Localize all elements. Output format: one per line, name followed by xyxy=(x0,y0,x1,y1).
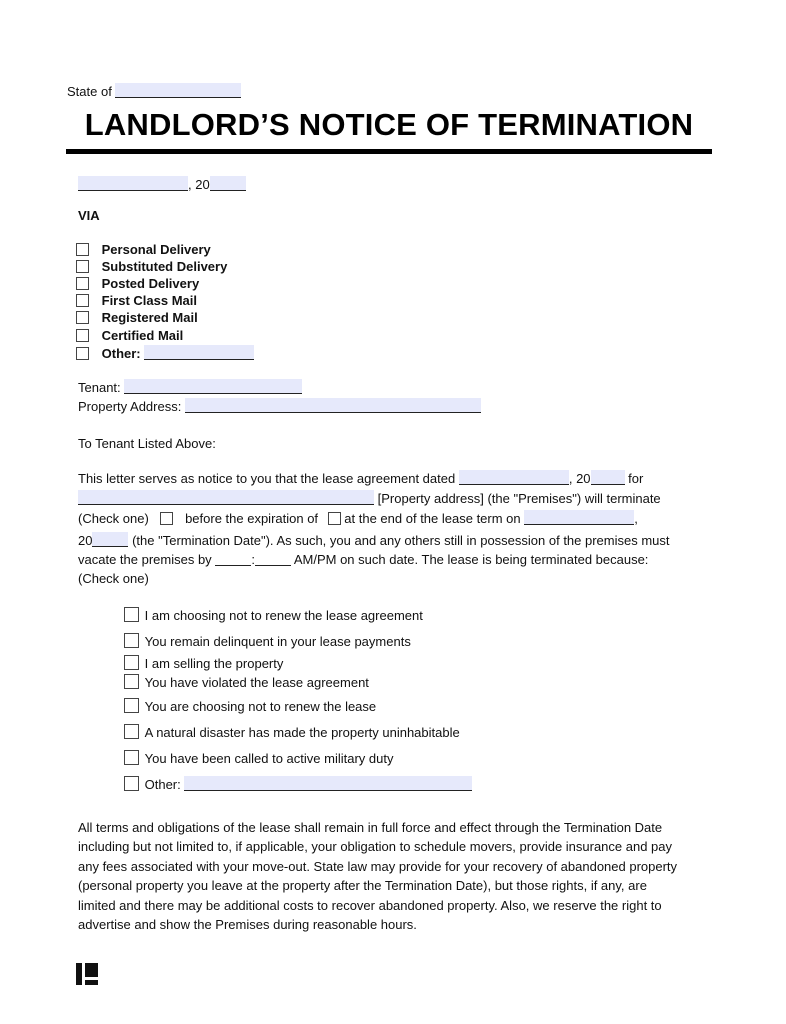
via-option-label: Other: xyxy=(101,346,141,361)
reason-option xyxy=(124,776,472,792)
reason-label: I am choosing not to renew the lease agreement xyxy=(144,608,423,623)
body-line xyxy=(78,470,643,486)
body-line: (Check one) xyxy=(78,571,149,586)
checkbox-not-renewing[interactable] xyxy=(124,607,139,622)
tenant-line xyxy=(78,379,302,395)
body-line xyxy=(78,532,670,548)
property-address-label: Property Address: xyxy=(78,399,182,414)
body-text: This letter serves as notice to you that the lease agreement dated xyxy=(78,471,456,486)
checkbox-posted-delivery[interactable] xyxy=(76,277,89,290)
body-text: (the "Termination Date"). As such, you and any others still in possession of the premises must xyxy=(132,533,670,548)
title-divider xyxy=(66,149,712,154)
body-text: , xyxy=(634,511,638,526)
reason-label: You have been called to active military duty xyxy=(144,751,394,766)
date-line xyxy=(78,176,246,192)
closing-line: any fees associated with your move-out. State law may provide for your recovery of abandoned property xyxy=(78,858,678,874)
via-option xyxy=(76,328,183,343)
property-address-field[interactable] xyxy=(185,398,481,413)
reason-label: You have violated the lease agreement xyxy=(144,675,369,690)
closing-line: including but not limited to, if applicable, your obligation to schedule movers, provide insurance and pay xyxy=(78,839,673,855)
reason-option xyxy=(124,607,423,623)
reason-option xyxy=(124,698,376,714)
via-option xyxy=(76,259,227,274)
via-option-label: Substituted Delivery xyxy=(101,259,228,274)
via-option-label: Registered Mail xyxy=(101,310,198,325)
body-text: before the expiration of xyxy=(185,511,319,526)
checkbox-tenant-not-renewing[interactable] xyxy=(124,698,139,713)
body-text: 20 xyxy=(78,533,93,548)
reason-option xyxy=(124,750,393,766)
property-address-line xyxy=(78,398,481,414)
state-line xyxy=(67,83,241,99)
state-label: State of xyxy=(67,84,112,99)
via-option xyxy=(76,345,254,361)
salutation: To Tenant Listed Above: xyxy=(78,436,216,451)
via-option-label: Posted Delivery xyxy=(101,276,200,291)
other-delivery-field[interactable] xyxy=(144,345,254,360)
body-text: at the end of the lease term on xyxy=(344,511,521,526)
via-option xyxy=(76,242,211,257)
date-year-field[interactable] xyxy=(210,176,246,191)
checkbox-personal-delivery[interactable] xyxy=(76,243,89,256)
via-option xyxy=(76,276,199,291)
premises-address-field[interactable] xyxy=(78,490,374,505)
body-text: AM/PM on such date. The lease is being terminated because: xyxy=(293,552,649,567)
body-text: : xyxy=(251,552,255,567)
via-label: VIA xyxy=(78,208,100,223)
via-option-label: Certified Mail xyxy=(101,328,184,343)
reason-label: You remain delinquent in your lease payments xyxy=(144,634,411,649)
checkbox-delinquent-payments[interactable] xyxy=(124,633,139,648)
checkbox-end-of-term[interactable] xyxy=(328,512,341,525)
checkbox-first-class-mail[interactable] xyxy=(76,294,89,307)
checkbox-natural-disaster[interactable] xyxy=(124,724,139,739)
reason-option xyxy=(124,674,369,690)
checkbox-before-expiration[interactable] xyxy=(160,512,173,525)
body-text: , 20 xyxy=(568,471,591,486)
termination-year-field[interactable] xyxy=(92,532,128,547)
tenant-label: Tenant: xyxy=(78,380,121,395)
closing-paragraph xyxy=(78,818,677,934)
closing-line: All terms and obligations of the lease shall remain in full force and effect through the Termination Date xyxy=(78,820,663,835)
checkbox-registered-mail[interactable] xyxy=(76,311,89,324)
reason-label: A natural disaster has made the property uninhabitable xyxy=(144,725,460,740)
page-title: LANDLORD’S NOTICE OF TERMINATION xyxy=(84,107,694,142)
body-text: [Property address] (the "Premises") will terminate xyxy=(377,491,661,506)
reason-option xyxy=(124,633,411,649)
via-option-label: First Class Mail xyxy=(101,293,197,308)
via-option xyxy=(76,310,198,325)
checkbox-selling-property[interactable] xyxy=(124,655,139,670)
closing-line: (personal property you leave at the property after the Termination Date), but those rights, if any, are xyxy=(78,878,647,894)
body-text: for xyxy=(628,471,644,486)
body-text: (Check one) xyxy=(78,511,149,526)
tenant-field[interactable] xyxy=(124,379,302,394)
checkbox-violated-lease[interactable] xyxy=(124,674,139,689)
body-text: vacate the premises by xyxy=(78,552,212,567)
body-line xyxy=(78,490,661,506)
vacate-minute-field[interactable] xyxy=(255,551,291,566)
reason-label: Other: xyxy=(144,777,181,792)
reason-option xyxy=(124,655,283,671)
lease-date-field[interactable] xyxy=(459,470,569,485)
checkbox-other-reason[interactable] xyxy=(124,776,139,791)
other-reason-field[interactable] xyxy=(184,776,472,791)
legal-templates-logo-icon xyxy=(76,963,98,988)
closing-line: advertise and show the Premises during reasonable hours. xyxy=(78,917,417,933)
body-line xyxy=(78,551,648,567)
checkbox-military-duty[interactable] xyxy=(124,750,139,765)
body-line xyxy=(78,510,638,526)
lease-year-field[interactable] xyxy=(591,470,625,485)
state-field[interactable] xyxy=(115,83,241,98)
termination-date-field[interactable] xyxy=(524,510,634,525)
reason-label: You are choosing not to renew the lease xyxy=(144,699,377,714)
date-field[interactable] xyxy=(78,176,188,191)
checkbox-substituted-delivery[interactable] xyxy=(76,260,89,273)
via-option-label: Personal Delivery xyxy=(101,242,211,257)
checkbox-certified-mail[interactable] xyxy=(76,329,89,342)
reason-option xyxy=(124,724,460,740)
vacate-hour-field[interactable] xyxy=(215,551,251,566)
reason-label: I am selling the property xyxy=(144,656,284,671)
via-option xyxy=(76,293,197,308)
date-year-prefix: , 20 xyxy=(188,177,210,192)
closing-line: limited and there may be additional costs to recover abandoned property. Also, we reserve the right to xyxy=(78,897,662,913)
checkbox-other-delivery[interactable] xyxy=(76,347,89,360)
